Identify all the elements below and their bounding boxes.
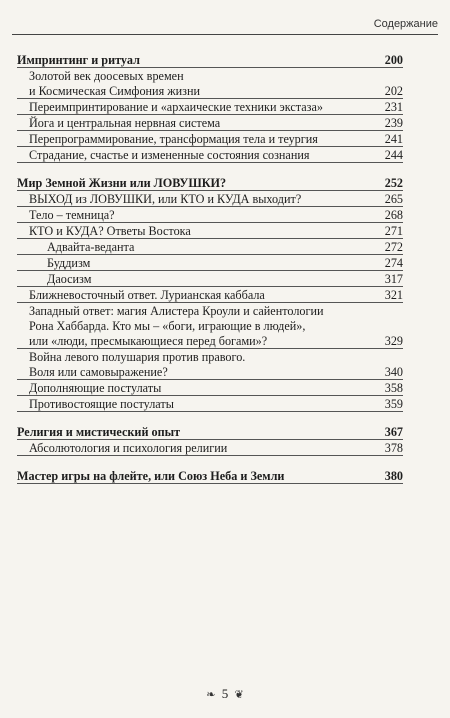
- toc-entry: [17, 303, 403, 318]
- toc-entry-title: или «люди, пресмыкающиеся перед богами»?: [29, 334, 268, 348]
- toc-entry-title: Ближневосточный ответ. Лурианская каббала: [29, 288, 265, 302]
- toc-entry-title: Дополняющие постулаты: [29, 381, 162, 395]
- toc-entry: [17, 83, 403, 99]
- toc-entry-title: Война левого полушария против правого.: [29, 350, 246, 364]
- toc-page-number: 272: [384, 240, 403, 254]
- toc-heading: [17, 424, 403, 440]
- toc-page-number: 340: [384, 365, 403, 379]
- toc-entry: [17, 271, 403, 287]
- toc-entry-title: Йога и центральная нервная система: [29, 116, 221, 130]
- toc-entry-title: Переимпринтирование и «архаические техники экстаза»: [29, 100, 323, 114]
- toc-page-number: 244: [384, 148, 403, 162]
- toc-page-number: 367: [384, 425, 403, 439]
- toc-page-number: 265: [384, 192, 403, 206]
- toc-page-number: 200: [384, 53, 403, 67]
- toc-entry: [17, 131, 403, 147]
- toc-heading: [17, 175, 403, 191]
- toc-entry: [17, 380, 403, 396]
- toc-entry: [17, 440, 403, 456]
- toc-entry: [17, 191, 403, 207]
- toc-page-number: 329: [384, 334, 403, 348]
- toc-entry-title: Западный ответ: магия Алистера Кроули и сайентологии: [29, 304, 324, 318]
- toc-page-number: 239: [384, 116, 403, 130]
- toc-entry-title: Перепрограммирование, трансформация тела и теургия: [29, 132, 318, 146]
- toc-entry: [17, 287, 403, 303]
- toc-entry: [17, 68, 403, 83]
- toc-entry-title: Тело – темница?: [29, 208, 115, 222]
- toc-entry-title: Даосизм: [47, 272, 92, 286]
- toc-heading: [17, 468, 403, 484]
- toc-page-number: 317: [384, 272, 403, 286]
- toc-page-number: 268: [384, 208, 403, 222]
- table-of-contents: [17, 52, 403, 496]
- toc-page-number: 274: [384, 256, 403, 270]
- running-header: [12, 18, 438, 35]
- toc-entry: [17, 333, 403, 349]
- toc-entry-title: Адвайта-веданта: [47, 240, 135, 254]
- toc-entry: [17, 147, 403, 163]
- toc-entry-title: Золотой век доосевых времен: [29, 69, 184, 83]
- ornament-left-icon: ❧: [206, 689, 216, 701]
- toc-entry-title: Рона Хаббарда. Кто мы – «боги, играющие в людей»,: [29, 319, 306, 333]
- ornament-right-icon: ❦: [234, 689, 244, 701]
- toc-page-number: 380: [384, 469, 403, 483]
- toc-entry: [17, 349, 403, 364]
- toc-page-number: 359: [384, 397, 403, 411]
- toc-section: [17, 175, 403, 412]
- toc-page-number: 231: [384, 100, 403, 114]
- toc-entry: [17, 99, 403, 115]
- toc-page-number: 271: [384, 224, 403, 238]
- toc-entry-title: Мир Земной Жизни или ЛОВУШКИ?: [17, 176, 227, 190]
- toc-page-number: 241: [384, 132, 403, 146]
- toc-entry-title: Мастер игры на флейте, или Союз Неба и Земли: [17, 469, 285, 483]
- toc-entry: [17, 318, 403, 333]
- toc-page-number: 202: [384, 84, 403, 98]
- toc-entry-title: Воля или самовыражение?: [29, 365, 168, 379]
- toc-entry-title: Религия и мистический опыт: [17, 425, 181, 439]
- toc-entry: [17, 364, 403, 380]
- toc-entry: [17, 396, 403, 412]
- toc-entry-title: Абсолютология и психология религии: [29, 441, 228, 455]
- toc-entry: [17, 115, 403, 131]
- toc-page-number: 252: [384, 176, 403, 190]
- toc-heading: [17, 52, 403, 68]
- toc-entry: [17, 255, 403, 271]
- toc-page-number: 321: [384, 288, 403, 302]
- toc-entry-title: Буддизм: [47, 256, 91, 270]
- toc-entry-title: Импринтинг и ритуал: [17, 53, 140, 67]
- toc-entry: [17, 207, 403, 223]
- toc-entry-title: ВЫХОД из ЛОВУШКИ, или КТО и КУДА выходит?: [29, 192, 302, 206]
- toc-entry: [17, 223, 403, 239]
- toc-entry-title: Противостоящие постулаты: [29, 397, 174, 411]
- toc-page-number: 358: [384, 381, 403, 395]
- page-footer: [0, 686, 450, 702]
- toc-entry: [17, 239, 403, 255]
- toc-entry-title: КТО и КУДА? Ответы Востока: [29, 224, 191, 238]
- toc-section: [17, 468, 403, 484]
- toc-entry-title: и Космическая Симфония жизни: [29, 84, 201, 98]
- header-title: Содержание: [373, 18, 438, 30]
- toc-section: [17, 52, 403, 163]
- toc-section: [17, 424, 403, 456]
- toc-page-number: 378: [384, 441, 403, 455]
- page-number: 5: [221, 686, 229, 701]
- toc-entry-title: Страдание, счастье и измененные состояния сознания: [29, 148, 310, 162]
